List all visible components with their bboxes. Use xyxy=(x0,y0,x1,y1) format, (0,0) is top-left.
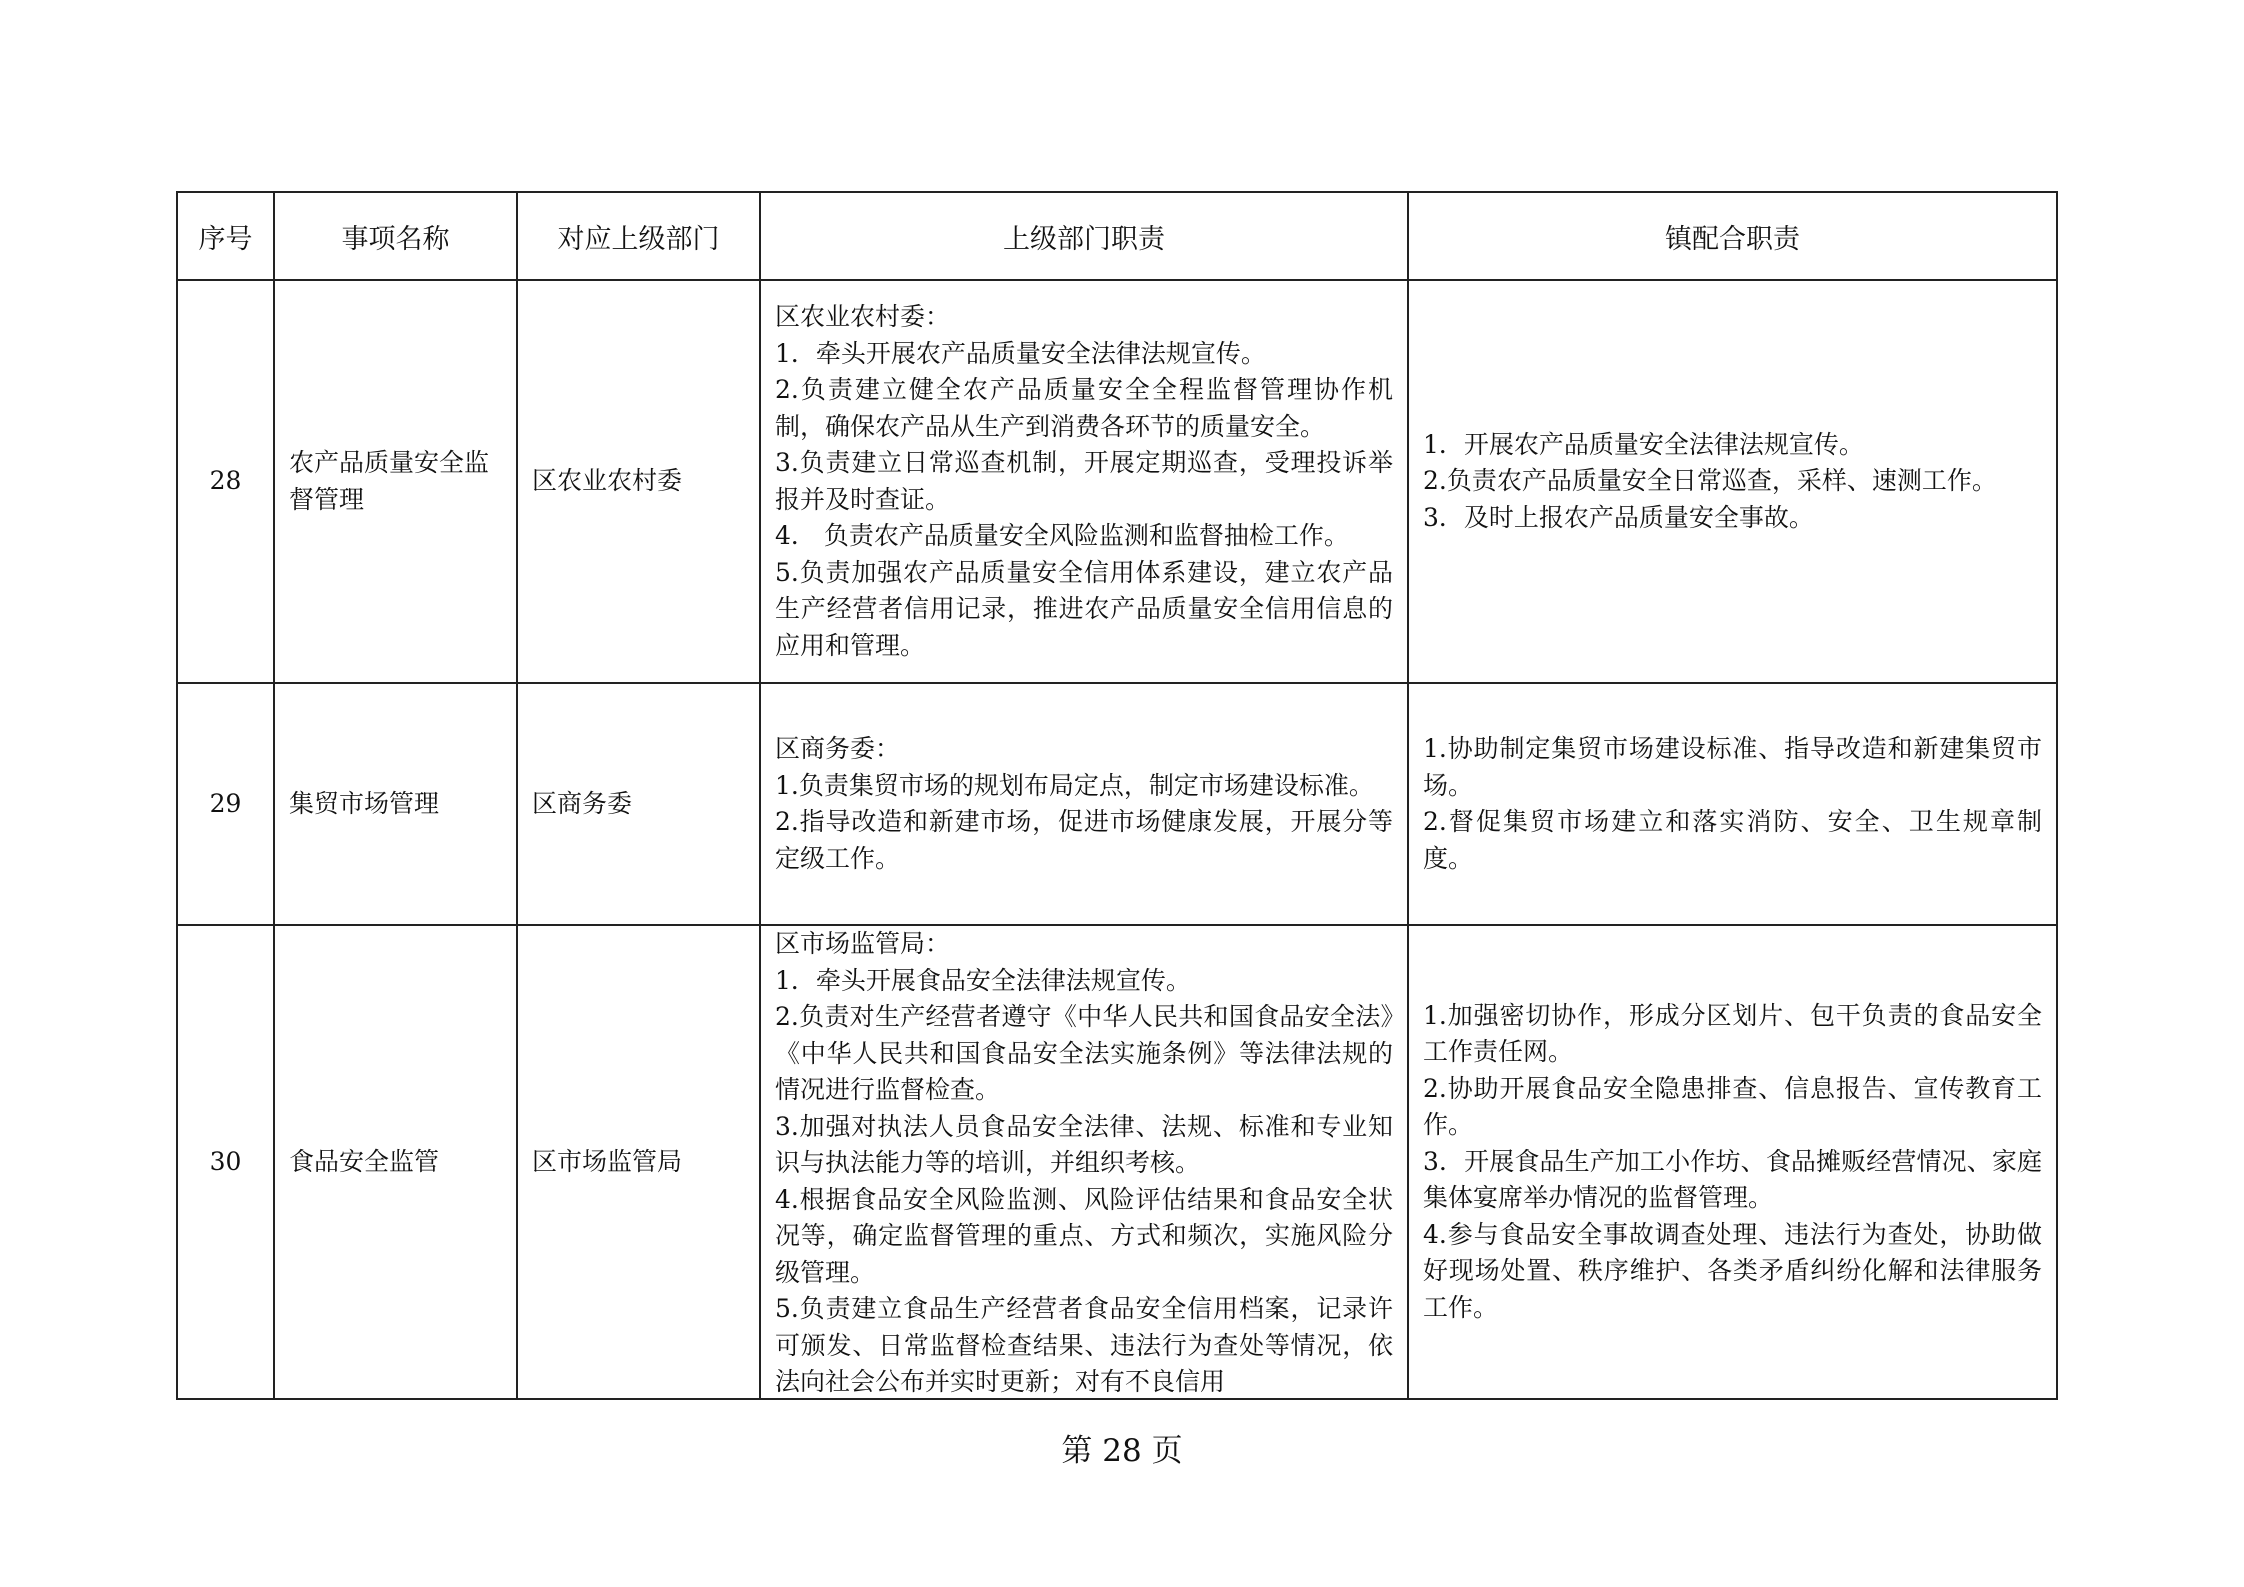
header-item-name: 事项名称 xyxy=(274,192,517,280)
duty-line: 3.加强对执法人员食品安全法律、法规、标准和专业知识与执法能力等的培训，并组织考核。 xyxy=(775,1111,1393,1177)
table-row xyxy=(177,280,2057,683)
row-item-name xyxy=(274,280,517,683)
item-name-text: 农产品质量安全监督管理 xyxy=(289,448,490,514)
dept-text: 区市场监管局 xyxy=(532,1146,683,1176)
item-name-text: 集贸市场管理 xyxy=(289,788,440,818)
dept-text: 区农业农村委 xyxy=(532,466,683,496)
duty-line: 1．牵头开展食品安全法律法规宣传。 xyxy=(775,965,1191,995)
duty-line: 4.根据食品安全风险监测、风险评估结果和食品安全状况等，确定监督管理的重点、方式和频次，实施风险分级管理。 xyxy=(775,1184,1393,1287)
row-superior-duties xyxy=(760,925,1408,1399)
duty-line: 区农业农村委： xyxy=(775,302,951,331)
duty-line: 3．开展食品生产加工小作坊、食品摊贩经营情况、家庭集体宴席举办情况的监督管理。 xyxy=(1423,1146,2042,1213)
row-superior-dept xyxy=(517,280,760,683)
duty-line: 区商务委： xyxy=(775,734,901,763)
row-superior-dept xyxy=(517,925,760,1399)
dept-text: 区商务委 xyxy=(532,788,633,818)
duty-line: 5.负责建立食品生产经营者食品安全信用档案，记录许可颁发、日常监督检查结果、违法行为查处等情况，依法向社会公布并实时更新；对有不良信用 xyxy=(775,1294,1393,1396)
duty-line: 3．及时上报农产品质量安全事故。 xyxy=(1423,502,1814,532)
duties-clip xyxy=(775,926,1393,1398)
table-header-row xyxy=(177,192,2057,280)
header-superior-dept: 对应上级部门 xyxy=(517,192,760,280)
duty-line: 2.负责农产品质量安全日常巡查，采样、速测工作。 xyxy=(1423,466,1997,496)
row-superior-duties xyxy=(760,683,1408,925)
duty-line: 2.督促集贸市场建立和落实消防、安全、卫生规章制度。 xyxy=(1423,807,2042,873)
header-superior-duties: 上级部门职责 xyxy=(760,192,1408,280)
header-seq: 序号 xyxy=(177,192,274,280)
row-town-duties xyxy=(1408,925,2057,1399)
duty-line: 1．牵头开展农产品质量安全法律法规宣传。 xyxy=(775,338,1266,368)
duty-line: 3.负责建立日常巡查机制，开展定期巡查，受理投诉举报并及时查证。 xyxy=(775,448,1393,514)
row-seq: 28 xyxy=(177,280,274,683)
header-town-duties: 镇配合职责 xyxy=(1408,192,2057,280)
duty-line: 2.协助开展食品安全隐患排查、信息报告、宣传教育工作。 xyxy=(1423,1073,2042,1140)
row-item-name xyxy=(274,683,517,925)
duty-line: 2.指导改造和新建市场，促进市场健康发展，开展分等定级工作。 xyxy=(775,807,1393,873)
duty-line: 4． 负责农产品质量安全风险监测和监督抽检工作。 xyxy=(775,521,1349,550)
duty-line: 1.协助制定集贸市场建设标准、指导改造和新建集贸市场。 xyxy=(1423,734,2042,800)
duty-line: 5.负责加强农产品质量安全信用体系建设，建立农产品生产经营者信用记录，推进农产品质量安全信用信息的应用和管理。 xyxy=(775,557,1393,660)
duty-line: 1．开展农产品质量安全法律法规宣传。 xyxy=(1423,429,1864,459)
duty-line: 2.负责建立健全农产品质量安全全程监督管理协作机制，确保农产品从生产到消费各环节的质量安全。 xyxy=(775,375,1393,441)
item-name-text: 食品安全监管 xyxy=(289,1146,440,1176)
page-number: 第 28 页 xyxy=(1061,1433,1183,1469)
duty-table xyxy=(176,191,2058,1400)
row-superior-duties xyxy=(760,280,1408,683)
row-item-name xyxy=(274,925,517,1399)
row-seq: 29 xyxy=(177,683,274,925)
duty-line: 区市场监管局： xyxy=(775,929,951,958)
table-row xyxy=(177,925,2057,1399)
duty-line: 1.加强密切协作，形成分区划片、包干负责的食品安全工作责任网。 xyxy=(1423,1000,2042,1067)
row-seq: 30 xyxy=(177,925,274,1399)
table-row xyxy=(177,683,2057,925)
row-town-duties xyxy=(1408,683,2057,925)
duty-line: 4.参与食品安全事故调查处理、违法行为查处，协助做好现场处置、秩序维护、各类矛盾纠纷化解和法律服务工作。 xyxy=(1423,1219,2042,1322)
row-superior-dept xyxy=(517,683,760,925)
duty-line: 1.负责集贸市场的规划布局定点，制定市场建设标准。 xyxy=(775,770,1374,800)
row-town-duties xyxy=(1408,280,2057,683)
duty-line: 2.负责对生产经营者遵守《中华人民共和国食品安全法》《中华人民共和国食品安全法实施条例》等法律法规的情况进行监督检查。 xyxy=(775,1002,1393,1104)
